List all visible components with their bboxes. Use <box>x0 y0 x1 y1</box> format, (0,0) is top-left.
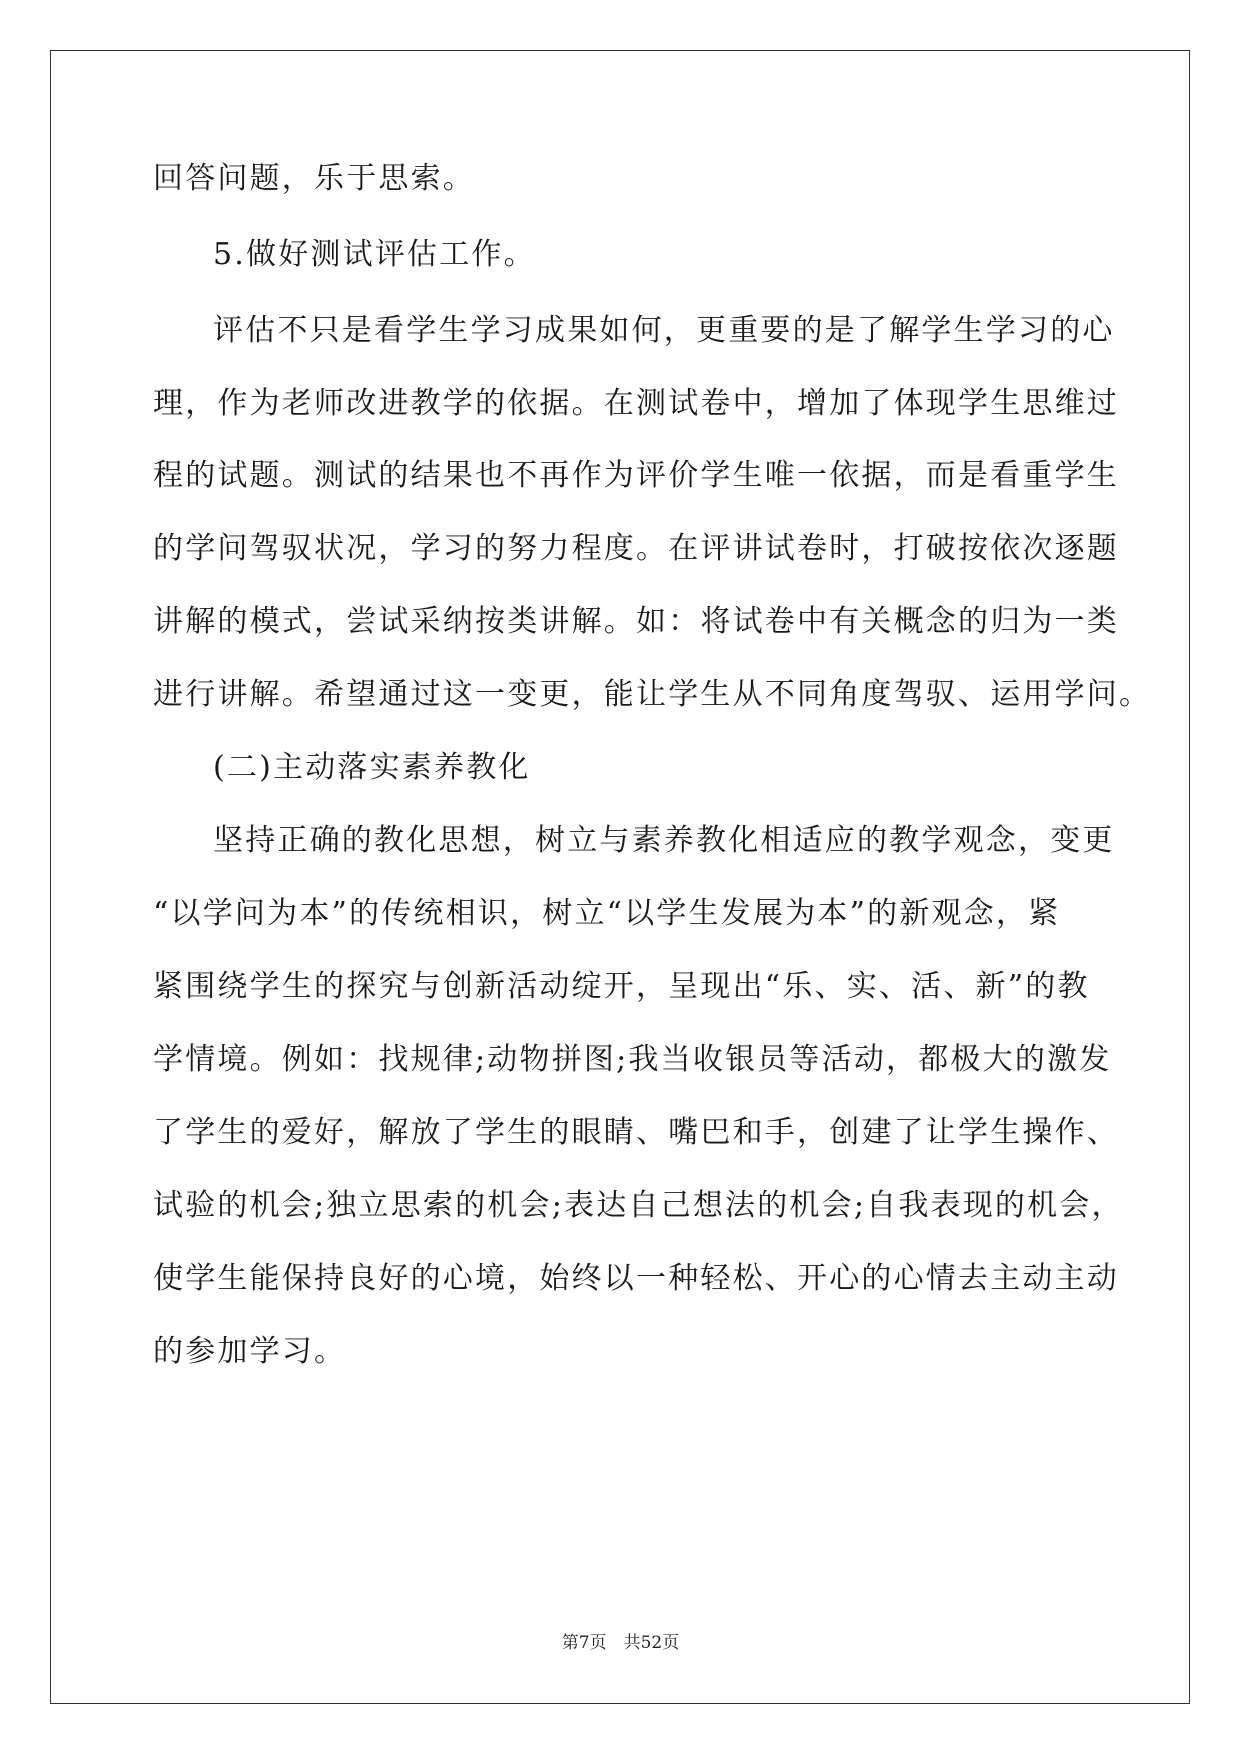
paragraph-line: 了学生的爱好，解放了学生的眼睛、嘴巴和手，创建了让学生操作、 <box>153 1115 1119 1150</box>
paragraph-line: 试验的机会;独立思索的机会;表达自己想法的机会;自我表现的机会， <box>153 1188 1124 1223</box>
body-line: 回答问题，乐于思索。 <box>153 161 475 196</box>
paragraph-line: 紧围绕学生的探究与创新活动绽开，呈现出“乐、实、活、新”的教 <box>153 969 1090 1004</box>
paragraph-line: 进行讲解。希望通过这一变更，能让学生从不同角度驾驭、运用学问。 <box>153 677 1152 712</box>
paragraph-line: 学情境。例如：找规律;动物拼图;我当收银员等活动，都极大的激发 <box>153 1042 1112 1077</box>
paragraph-line: 理，作为老师改进教学的依据。在测试卷中，增加了体现学生思维过 <box>153 386 1119 421</box>
page-border <box>50 50 1190 1704</box>
paragraph-line: 讲解的模式，尝试采纳按类讲解。如：将试卷中有关概念的归为一类 <box>153 604 1119 639</box>
paragraph-line: 评估不只是看学生学习成果如何，更重要的是了解学生学习的心 <box>213 313 1115 348</box>
paragraph-line: “以学问为本”的传统相识，树立“以学生发展为本”的新观念，紧 <box>153 896 1061 931</box>
paragraph-line: 使学生能保持良好的心境，始终以一种轻松、开心的心情去主动主动 <box>153 1261 1119 1296</box>
paragraph-line: 的学问驾驭状况，学习的努力程度。在评讲试卷时，打破按依次逐题 <box>153 531 1119 566</box>
section-heading: (二)主动落实素养教化 <box>213 750 531 785</box>
paragraph-line: 程的试题。测试的结果也不再作为评价学生唯一依据，而是看重学生 <box>153 458 1119 493</box>
paragraph-line: 坚持正确的教化思想，树立与素养教化相适应的教学观念，变更 <box>213 823 1115 858</box>
page-number: 第7页 共52页 <box>561 1633 680 1653</box>
section-heading: 5.做好测试评估工作。 <box>213 237 536 272</box>
paragraph-line: 的参加学习。 <box>153 1334 347 1369</box>
